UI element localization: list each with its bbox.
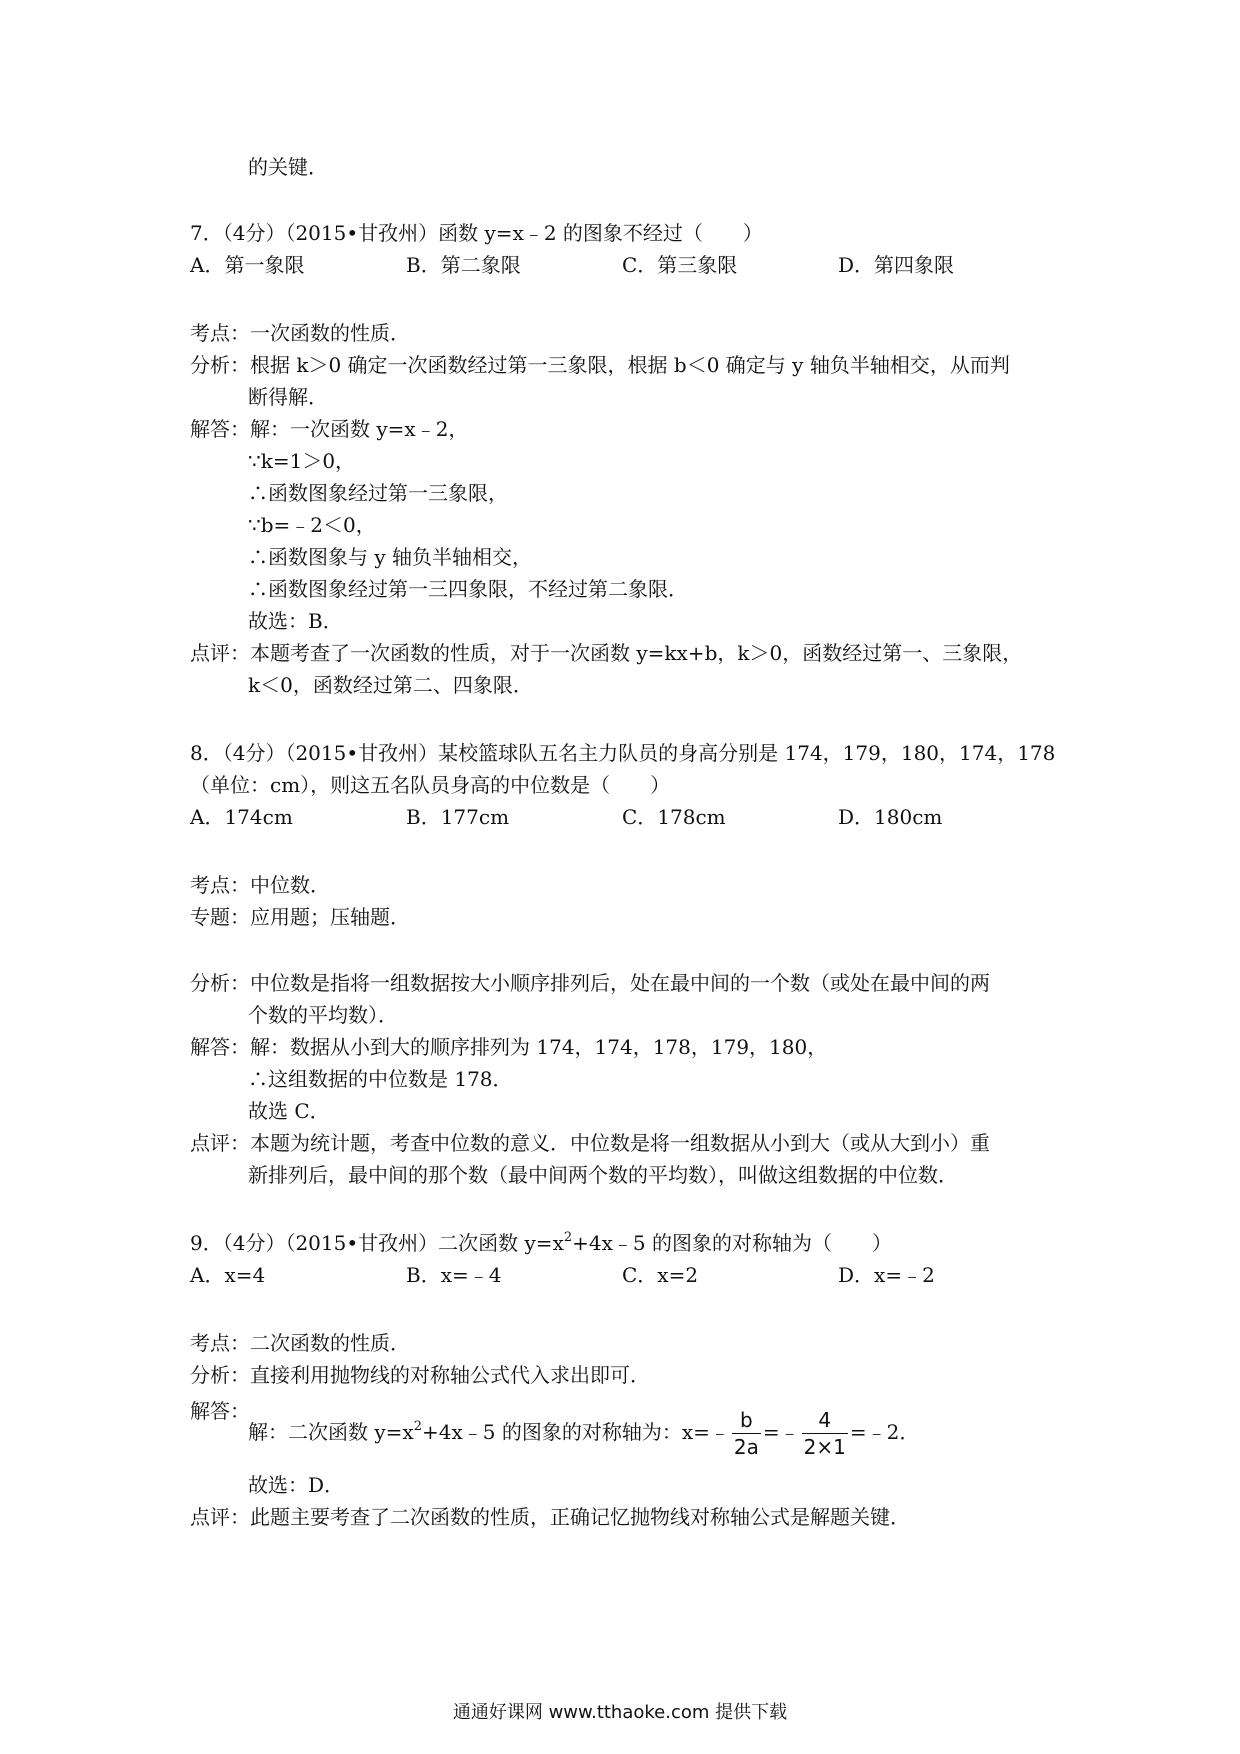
- q8-stem: 8．（4分）（2015•甘孜州）某校篮球队五名主力队员的身高分别是 174，179，180，174，178: [190, 741, 1056, 765]
- q8-option-c: C．178cm: [622, 805, 726, 829]
- q7-option-b: B．第二象限: [406, 253, 521, 277]
- q7-dianping-cont: k＜0，函数经过第二、四象限．: [248, 673, 533, 697]
- continued-line: 的关键．: [248, 155, 328, 179]
- q7-kaodian: 考点：一次函数的性质．: [190, 321, 410, 345]
- q7-jieda-line: 故选：B．: [248, 609, 343, 633]
- q8-jieda-line: 故选 C．: [248, 1099, 330, 1123]
- q7-jieda: 解答：解：一次函数 y=x﹣2，: [190, 417, 469, 441]
- q7-jieda-line: ∵b=﹣2＜0，: [248, 513, 376, 537]
- q7-jieda-line: ∵k=1＞0，: [248, 449, 356, 473]
- q9-dianping: 点评：此题主要考查了二次函数的性质，正确记忆抛物线对称轴公式是解题关键．: [190, 1505, 910, 1529]
- q7-stem: 7．（4分）（2015•甘孜州）函数 y=x﹣2 的图象不经过（ ）: [190, 221, 763, 245]
- q7-option-a: A．第一象限: [190, 253, 305, 277]
- q7-jieda-line: ∴函数图象经过第一三四象限，不经过第二象限．: [248, 577, 688, 601]
- q8-zhuanti: 专题：应用题；压轴题．: [190, 905, 410, 929]
- q8-dianping: 点评：本题为统计题，考查中位数的意义．中位数是将一组数据从小到大（或从大到小）重: [190, 1131, 990, 1155]
- q9-fenxi: 分析：直接利用抛物线的对称轴公式代入求出即可．: [190, 1363, 650, 1387]
- q7-jieda-line: ∴函数图象与 y 轴负半轴相交，: [248, 545, 533, 569]
- q9-jieda-label: 解答：: [190, 1399, 250, 1423]
- q8-kaodian: 考点：中位数．: [190, 873, 330, 897]
- q8-dianping-cont: 新排列后，最中间的那个数（最中间两个数的平均数），叫做这组数据的中位数．: [248, 1163, 958, 1187]
- q8-option-d: D．180cm: [838, 805, 943, 829]
- q7-fenxi-cont: 断得解．: [248, 385, 328, 409]
- q9-option-b: B．x=﹣4: [406, 1263, 502, 1287]
- q8-fenxi: 分析：中位数是指将一组数据按大小顺序排列后，处在最中间的一个数（或处在最中间的两: [190, 971, 990, 995]
- q9-option-a: A．x=4: [190, 1263, 266, 1287]
- q7-option-d: D．第四象限: [838, 253, 955, 277]
- q7-option-c: C．第三象限: [622, 253, 738, 277]
- q9-option-c: C．x=2: [622, 1263, 699, 1287]
- q8-option-a: A．174cm: [190, 805, 293, 829]
- q8-jieda: 解答：解：数据从小到大的顺序排列为 174，174，178，179，180，: [190, 1035, 828, 1059]
- q9-guxuan: 故选：D．: [248, 1473, 345, 1497]
- fraction-4-over-2x1: $\frac{4}{2\times 1}$: [803, 1408, 846, 1459]
- q8-option-b: B．177cm: [406, 805, 510, 829]
- page-footer: 通通好课网 www.tthaoke.com 提供下载: [452, 1702, 788, 1723]
- q9-kaodian: 考点：二次函数的性质．: [190, 1331, 410, 1355]
- q9-stem: 9．（4分）（2015•甘孜州）二次函数 $y=x^2+4x﹣5$ 的图象的对称轴为（ ）: [190, 1230, 892, 1255]
- q7-dianping: 点评：本题考查了一次函数的性质，对于一次函数 y=kx+b，k＞0，函数经过第一、三象限，: [190, 641, 1023, 665]
- q9-option-d: D．x=﹣2: [838, 1263, 935, 1287]
- fraction-b-over-2a: $\frac{b}{2a}$: [733, 1408, 759, 1459]
- q9-jieda-formula: 解：二次函数 $y=x^2+4x﹣5$ 的图象的对称轴为：x=﹣ $\frac{b}{2a}$ =﹣ $\frac{4}{2\times 1}$ =﹣2．: [248, 1408, 920, 1459]
- q8-fenxi-cont: 个数的平均数）．: [248, 1003, 398, 1027]
- q7-jieda-line: ∴函数图象经过第一三象限，: [248, 481, 508, 505]
- q8-stem-cont: （单位：cm），则这五名队员身高的中位数是（ ）: [190, 773, 671, 797]
- q8-jieda-line: ∴这组数据的中位数是 178．: [248, 1067, 513, 1091]
- q7-fenxi: 分析：根据 k＞0 确定一次函数经过第一三象限，根据 b＜0 确定与 y 轴负半轴相交，从而判: [190, 353, 1010, 377]
